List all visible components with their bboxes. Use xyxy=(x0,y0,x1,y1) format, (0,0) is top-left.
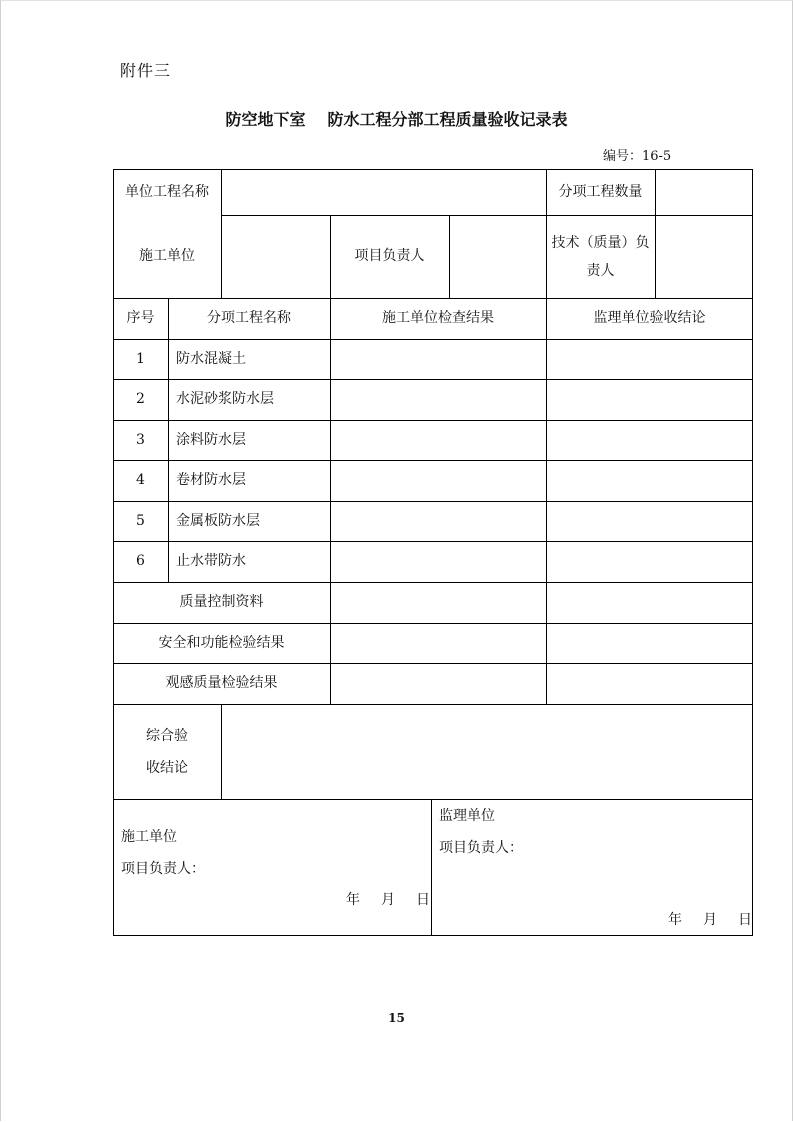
item-name: 防水混凝土 xyxy=(176,350,246,367)
item-name: 金属板防水层 xyxy=(176,512,260,529)
summary-quality-control-label: 质量控制资料 xyxy=(179,594,264,611)
document-number: 编号：16-5 xyxy=(603,149,672,164)
item-conclusion-field[interactable] xyxy=(546,420,753,460)
attachment-label: 附件三 xyxy=(120,61,172,80)
item-no: 3 xyxy=(136,431,145,448)
sig-construction-year: 年 xyxy=(346,892,360,908)
tech-manager-label-line-1: 技术（质量）负 xyxy=(551,234,650,251)
summary-safety-function-label: 安全和功能检验结果 xyxy=(158,634,285,651)
tech-manager-field[interactable] xyxy=(655,215,753,298)
item-conclusion-field[interactable] xyxy=(546,339,753,379)
item-name: 卷材防水层 xyxy=(176,472,246,489)
conclusion-label-line-1: 综合验 xyxy=(146,727,188,744)
sig-supervision-year: 年 xyxy=(668,912,682,928)
summary-conclusion-field[interactable] xyxy=(546,582,753,623)
item-check-field[interactable] xyxy=(330,379,546,420)
sig-construction-month: 月 xyxy=(381,892,395,908)
construction-unit-label: 施工单位 xyxy=(139,248,195,265)
item-conclusion-field[interactable] xyxy=(546,541,753,582)
summary-check-field[interactable] xyxy=(330,582,546,623)
project-manager-label: 项目负责人 xyxy=(354,248,425,265)
comprehensive-conclusion-field[interactable] xyxy=(221,704,753,799)
item-no: 6 xyxy=(136,553,145,570)
conclusion-label-line-2: 收结论 xyxy=(146,759,188,776)
item-no: 4 xyxy=(136,472,145,489)
item-check-field[interactable] xyxy=(330,339,546,379)
item-check-field[interactable] xyxy=(330,501,546,541)
col-header-sub-item-name: 分项工程名称 xyxy=(207,310,291,327)
sig-supervision-manager-label: 项目负责人： xyxy=(439,840,523,856)
title-part-2: 防水工程分部工程质量验收记录表 xyxy=(327,110,568,129)
page-number: 15 xyxy=(388,1011,405,1025)
item-no: 2 xyxy=(136,391,145,408)
tech-manager-label-line-2: 责人 xyxy=(586,262,615,279)
sub-item-count-label: 分项工程数量 xyxy=(558,183,643,200)
sub-item-count-field[interactable] xyxy=(655,169,753,215)
summary-conclusion-field[interactable] xyxy=(546,663,753,704)
sig-supervision-month: 月 xyxy=(703,912,717,928)
item-conclusion-field[interactable] xyxy=(546,460,753,501)
project-manager-field[interactable] xyxy=(449,215,546,298)
col-header-construction-check: 施工单位检查结果 xyxy=(382,310,494,327)
item-name: 水泥砂浆防水层 xyxy=(176,391,274,408)
sig-construction-manager-label: 项目负责人： xyxy=(121,861,205,877)
summary-check-field[interactable] xyxy=(330,663,546,704)
col-header-seq: 序号 xyxy=(126,310,155,327)
summary-conclusion-field[interactable] xyxy=(546,623,753,663)
sig-supervision-day: 日 xyxy=(738,912,752,928)
item-no: 1 xyxy=(136,350,145,367)
item-check-field[interactable] xyxy=(330,460,546,501)
sig-supervision-unit-label: 监理单位 xyxy=(439,808,495,824)
summary-check-field[interactable] xyxy=(330,623,546,663)
col-header-supervision-conclusion: 监理单位验收结论 xyxy=(593,310,706,327)
unit-project-name-field[interactable] xyxy=(221,169,546,215)
document-title xyxy=(0,107,793,130)
item-name: 涂料防水层 xyxy=(176,431,246,448)
title-part-1: 防空地下室 xyxy=(225,110,306,129)
comprehensive-conclusion-label xyxy=(113,704,221,799)
sig-construction-unit-label: 施工单位 xyxy=(121,829,177,845)
item-conclusion-field[interactable] xyxy=(546,501,753,541)
item-no: 5 xyxy=(136,512,145,529)
item-conclusion-field[interactable] xyxy=(546,379,753,420)
unit-project-name-label: 单位工程名称 xyxy=(125,183,209,200)
summary-appearance-label: 观感质量检验结果 xyxy=(165,675,278,692)
sig-construction-day: 日 xyxy=(416,892,430,908)
item-name: 止水带防水 xyxy=(176,553,246,570)
tech-manager-label xyxy=(546,215,655,298)
item-check-field[interactable] xyxy=(330,420,546,460)
acceptance-record-table xyxy=(113,169,753,935)
construction-unit-field[interactable] xyxy=(221,215,330,298)
item-check-field[interactable] xyxy=(330,541,546,582)
